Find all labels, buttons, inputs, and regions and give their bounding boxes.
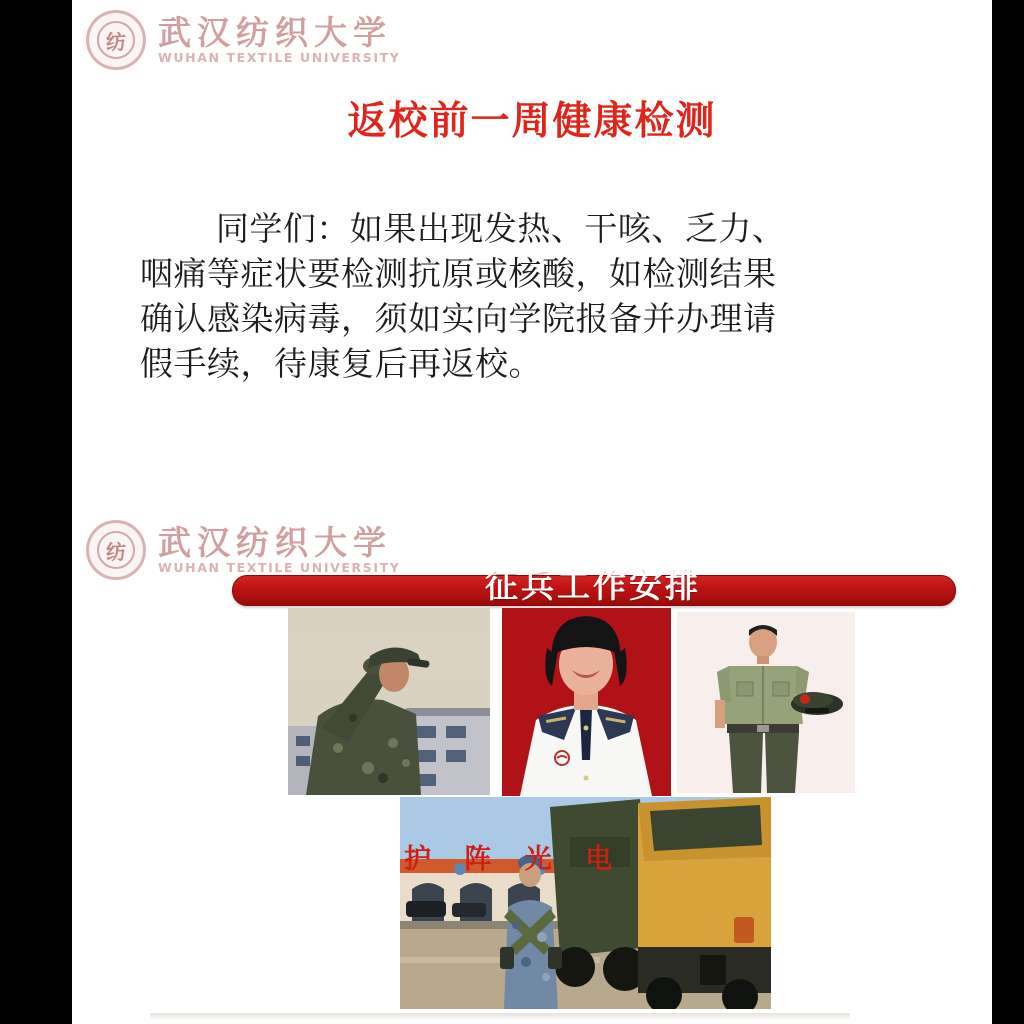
university-name-en: WUHAN TEXTILE UNIVERSITY <box>158 49 401 65</box>
photo-soldier-saluting <box>288 608 490 795</box>
university-name-en: WUHAN TEXTILE UNIVERSITY <box>158 559 401 575</box>
photo-navy-servicewoman <box>502 608 671 796</box>
photo-soldier-with-trucks-graphic <box>400 797 771 1009</box>
university-seal-icon <box>86 520 146 580</box>
body-line: 咽痛等症状要检测抗原或核酸，如检测结果 <box>140 254 777 293</box>
university-logo <box>86 8 406 72</box>
university-logo-text <box>158 12 401 65</box>
pillarbox-left <box>0 0 72 1024</box>
body-line: 同学们：如果出现发热、干咳、乏力、 <box>215 209 786 248</box>
photo-soldier-holding-cap-graphic <box>677 612 855 793</box>
photo-navy-servicewoman-graphic <box>502 608 671 796</box>
body-line: 确认感染病毒，须如实向学院报备并办理请 <box>140 299 777 338</box>
slide-bottom-shadow <box>150 1013 850 1020</box>
photo-soldier-holding-cap <box>677 612 855 793</box>
truck-depot-sign: 护 阵 光 电 <box>404 844 625 875</box>
seal-glyph: 纺 <box>97 21 135 59</box>
university-name-cn: 武汉纺织大学 <box>158 12 392 52</box>
photo-soldier-saluting-graphic <box>288 608 490 795</box>
pillarbox-right <box>992 0 1024 1024</box>
slide1-body-paragraph <box>140 206 902 386</box>
university-seal-icon <box>86 10 146 70</box>
slide1-title: 返校前一周健康检测 <box>347 99 717 144</box>
university-name-cn: 武汉纺织大学 <box>158 522 392 562</box>
photo-soldier-with-trucks <box>400 797 771 1009</box>
seal-glyph: 纺 <box>97 531 135 569</box>
section-banner-title: 征兵工作安排 <box>485 566 701 605</box>
body-line: 假手续，待康复后再返校。 <box>140 344 542 383</box>
